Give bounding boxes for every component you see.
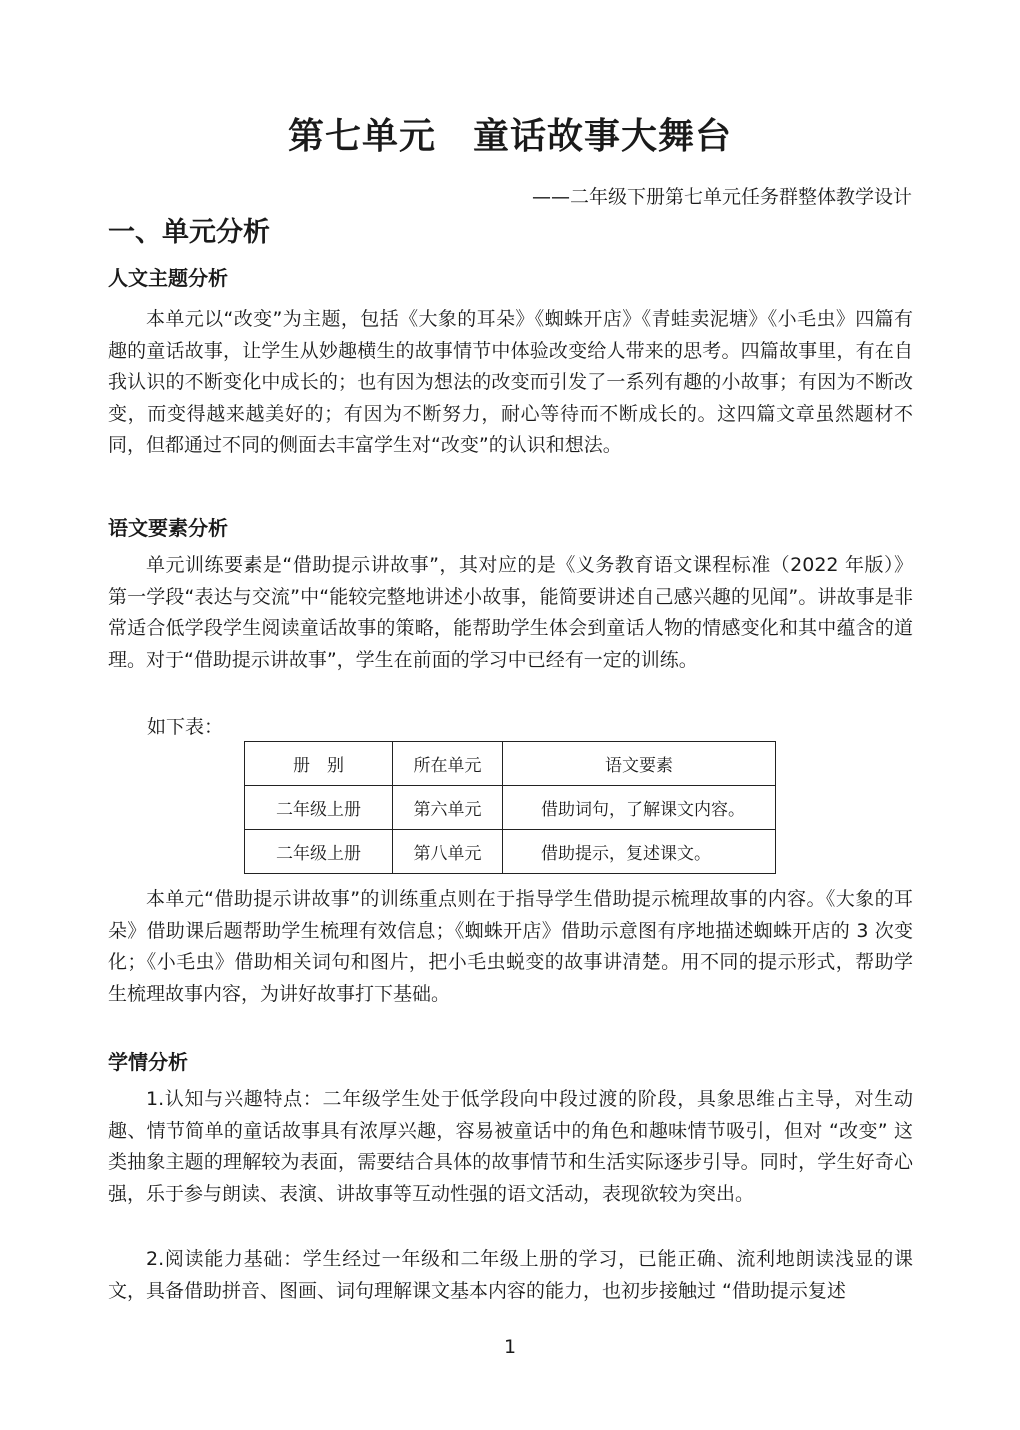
paragraph-cognition-interest: 1.认知与兴趣特点：二年级学生处于低学段向中段过渡的阶段，具象思维占主导，对生动趣、情节简单的童话故事具有浓厚兴趣，容易被童话中的角色和趣味情节吸引，但对 “改变” 这类抽象主题的理解较为表面，需要结合具体的故事情节和生活实际逐步引导。同时，学生好奇心强，乐于参与朗读、表演、讲故事等互动性强的语文活动，表现欲较为突出。: [108, 1088, 913, 1205]
paragraph-reading-ability: 2.阅读能力基础：学生经过一年级和二年级上册的学习，已能正确、流利地朗读浅显的课文，具备借助拼音、图画、词句理解课文基本内容的能力，也初步接触过 “借助提示复述: [108, 1248, 913, 1302]
table-header-cell: 所在单元: [393, 742, 503, 786]
table-cell: 借助词句，了解课文内容。: [503, 786, 776, 830]
page-number: 1: [503, 1336, 517, 1358]
table-cell: 二年级上册: [245, 830, 393, 874]
heading-humanities-analysis: 人文主题分析: [108, 266, 228, 290]
table-header-row: [245, 742, 776, 786]
table-cell: 借助提示，复述课文。: [503, 830, 776, 874]
page-title: 第七单元 童话故事大舞台: [287, 116, 732, 157]
table-header-cell: 册 别: [245, 742, 393, 786]
table-cell: 第八单元: [393, 830, 503, 874]
table-cell: 二年级上册: [245, 786, 393, 830]
requirements-table: [244, 741, 776, 874]
table-row: [245, 786, 776, 830]
page-subtitle: ——二年级下册第七单元任务群整体教学设计: [531, 186, 912, 208]
section-heading-unit-analysis: 一、单元分析: [108, 217, 270, 248]
heading-learning-analysis: 学情分析: [108, 1050, 188, 1074]
heading-language-elements: 语文要素分析: [108, 516, 228, 540]
table-intro: 如下表：: [147, 716, 224, 738]
table-cell: 第六单元: [393, 786, 503, 830]
paragraph-language-elements: 单元训练要素是“借助提示讲故事”，其对应的是《义务教育语文课程标准（2022 年版）》第一学段“表达与交流”中“能较完整地讲述小故事，能简要讲述自己感兴趣的见闻”。讲故事是非常适合低学段学生阅读童话故事的策略，能帮助学生体会到童话人物的情感变化和其中蕴含的道理。对于“借助提示讲故事”，学生在前面的学习中已经有一定的训练。: [108, 554, 913, 671]
paragraph-humanities: 本单元以“改变”为主题，包括《大象的耳朵》《蜘蛛开店》《青蛙卖泥塘》《小毛虫》四篇有趣的童话故事，让学生从妙趣横生的故事情节中体验改变给人带来的思考。四篇故事里，有在自我认识的不断变化中成长的；也有因为想法的改变而引发了一系列有趣的小故事；有因为不断改变，而变得越来越美好的；有因为不断努力，耐心等待而不断成长的。这四篇文章虽然题材不同，但都通过不同的侧面去丰富学生对“改变”的认识和想法。: [108, 308, 913, 457]
table-row: [245, 830, 776, 874]
table-header-cell: 语文要素: [503, 742, 776, 786]
paragraph-training-focus: 本单元“借助提示讲故事”的训练重点则在于指导学生借助提示梳理故事的内容。《大象的耳朵》借助课后题帮助学生梳理有效信息；《蜘蛛开店》借助示意图有序地描述蜘蛛开店的 3 次变化；《小毛虫》借助相关词句和图片，把小毛虫蜕变的故事讲清楚。用不同的提示形式，帮助学生梳理故事内容，为讲好故事打下基础。: [108, 888, 913, 1005]
